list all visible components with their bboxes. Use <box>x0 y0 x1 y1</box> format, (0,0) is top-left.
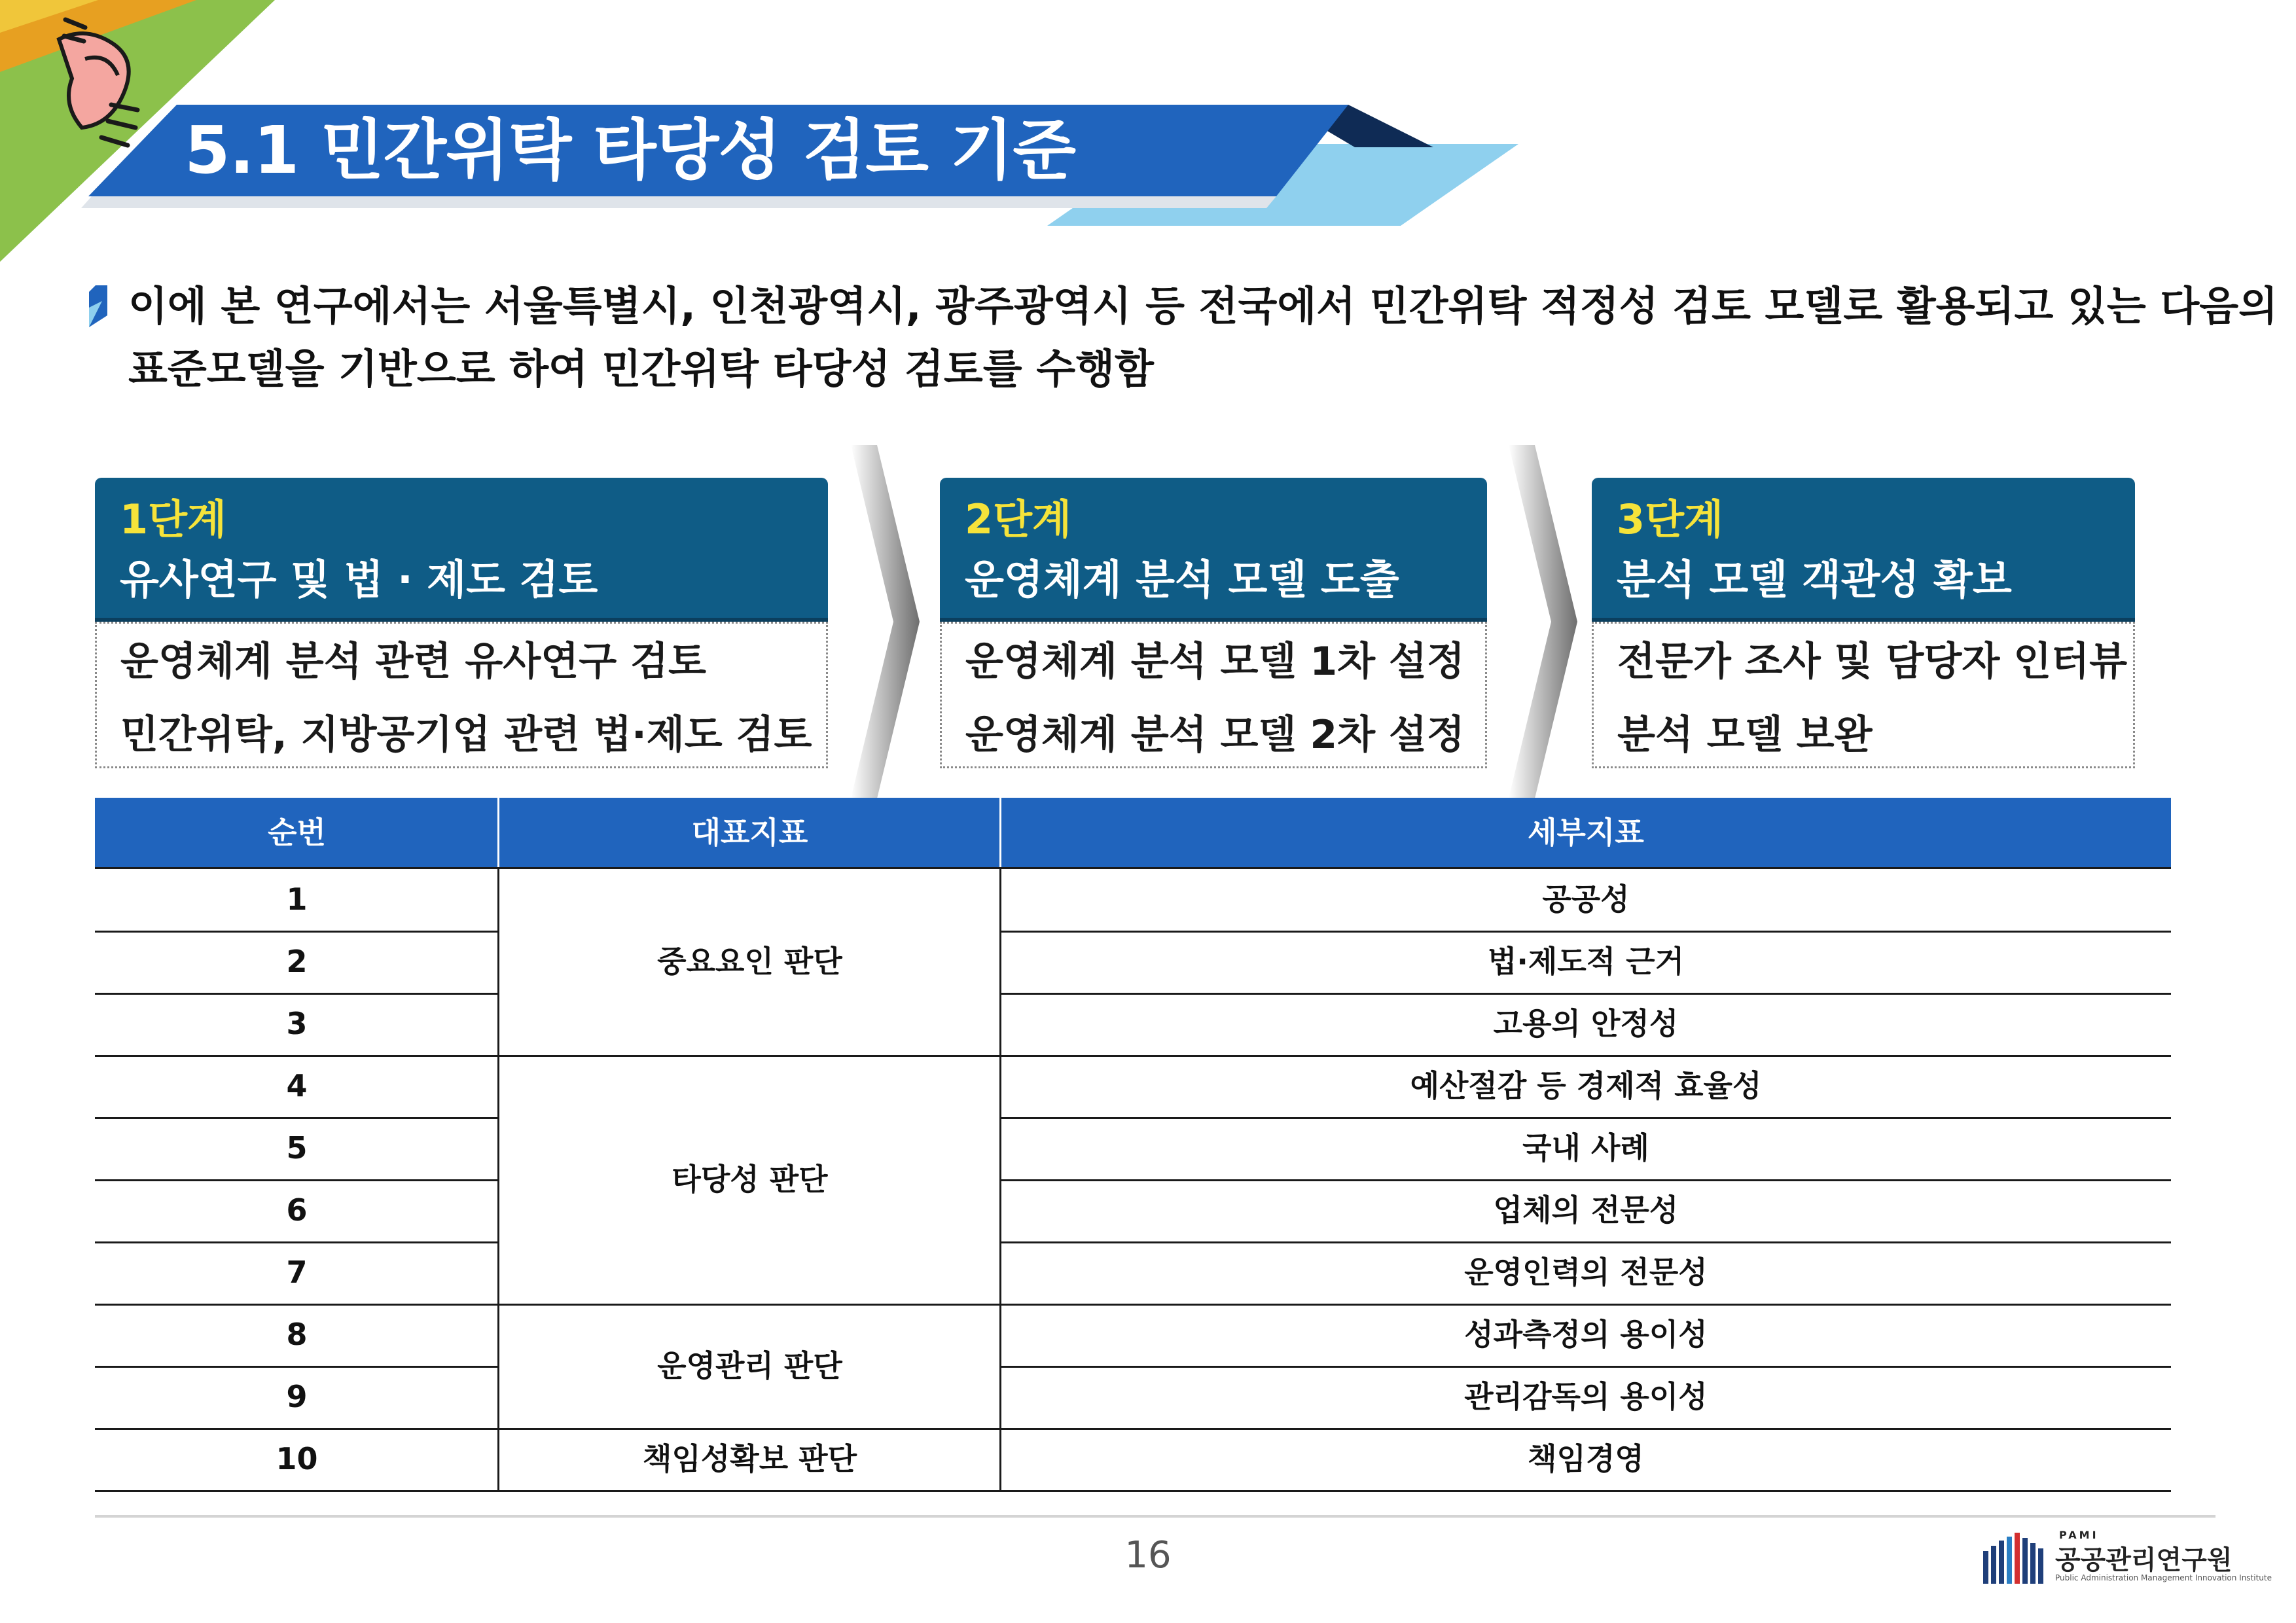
org-subtitle: Public Administration Management Innovation Institute <box>2055 1573 2272 1582</box>
table-header-main: 대표지표 <box>691 815 808 850</box>
row-line <box>95 993 499 995</box>
stage-1-number: 1단계 <box>120 495 226 543</box>
stage-2-header <box>940 478 1487 618</box>
table-cell-detail: 법·제도적 근거 <box>1487 944 1685 979</box>
org-tag: PAMI <box>2059 1529 2099 1541</box>
table-cell-detail: 공공성 <box>1542 882 1630 917</box>
row-line <box>1001 1179 2171 1181</box>
footer-rule <box>95 1515 2215 1518</box>
intro-line-1: 이에 본 연구에서는 서울특별시, 인천광역시, 광주광역시 등 전국에서 민간위탁 적정성 검토 모델로 활용되고 있는 다음의 <box>128 282 2278 330</box>
header-divider <box>497 798 499 867</box>
row-line <box>95 1366 499 1368</box>
table-cell-no: 7 <box>286 1255 308 1290</box>
row-line <box>1001 1241 2171 1243</box>
table-cell-detail: 국내 사례 <box>1522 1130 1649 1166</box>
row-line <box>95 1241 499 1243</box>
stage-2-name: 운영체계 분석 모델 도출 <box>965 556 1399 603</box>
table-cell-detail: 책임경영 <box>1528 1441 1644 1476</box>
table-cell-no: 3 <box>286 1006 308 1041</box>
stage-3-name: 분석 모델 객관성 확보 <box>1617 556 2012 603</box>
stage-2-item-2: 운영체계 분석 모델 2차 설정 <box>965 712 1465 758</box>
table-cell-detail: 예산절감 등 경제적 효율성 <box>1410 1068 1762 1103</box>
row-line <box>95 1117 499 1119</box>
intro-line-2: 표준모델을 기반으로 하여 민간위탁 타당성 검토를 수행함 <box>128 345 1154 393</box>
intro-paragraph <box>128 275 2278 401</box>
table-group-label: 책임성확보 판단 <box>642 1441 857 1476</box>
chevron-right-icon <box>1509 445 1581 798</box>
stage-1-name: 유사연구 및 법 · 제도 검토 <box>120 556 598 603</box>
table-group-label: 운영관리 판단 <box>657 1348 842 1383</box>
page-title: 5.1 민간위탁 타당성 검토 기준 <box>185 112 1076 188</box>
table-cell-no: 5 <box>286 1130 308 1166</box>
chevron-right-icon <box>851 445 923 798</box>
bullet-icon <box>89 285 107 327</box>
stage-1-header <box>95 478 828 618</box>
stage-1-item-1: 운영체계 분석 관련 유사연구 검토 <box>120 639 706 685</box>
column-line <box>497 867 499 1492</box>
stage-3-header <box>1592 478 2135 618</box>
bar-logo-icon <box>1983 1531 2049 1584</box>
table-group-label: 중요요인 판단 <box>657 944 842 979</box>
table-cell-detail: 업체의 전문성 <box>1493 1192 1679 1228</box>
row-line <box>1001 993 2171 995</box>
table-header-detail: 세부지표 <box>1528 815 1644 850</box>
table-cell-detail: 관리감독의 용이성 <box>1464 1379 1708 1414</box>
stage-1-body <box>95 622 828 768</box>
table-cell-no: 4 <box>286 1068 308 1103</box>
column-line <box>999 867 1001 1492</box>
stage-3-item-2: 분석 모델 보완 <box>1617 712 1873 758</box>
stage-2-number: 2단계 <box>965 495 1071 543</box>
stage-2-body <box>940 622 1487 768</box>
stage-3-item-1: 전문가 조사 및 담당자 인터뷰 <box>1617 639 2128 685</box>
table-group-label: 타당성 판단 <box>672 1162 828 1197</box>
table-cell-no: 10 <box>276 1441 318 1476</box>
handshake-icon <box>46 13 157 151</box>
header-divider <box>999 798 1001 867</box>
stage-3-body <box>1592 622 2135 768</box>
row-line <box>95 1428 2171 1430</box>
row-line <box>1001 931 2171 933</box>
row-line <box>95 1304 2171 1306</box>
org-name: 공공관리연구원 <box>2055 1545 2233 1575</box>
row-line <box>95 931 499 933</box>
table-cell-no: 1 <box>286 882 308 917</box>
table-cell-no: 9 <box>286 1379 308 1414</box>
row-line <box>1001 1117 2171 1119</box>
table-cell-no: 8 <box>286 1317 308 1352</box>
table-cell-detail: 운영인력의 전문성 <box>1464 1255 1708 1290</box>
page-number: 16 <box>1124 1534 1172 1577</box>
table-cell-detail: 성과측정의 용이성 <box>1464 1317 1708 1352</box>
table-header-no: 순번 <box>268 815 326 850</box>
stage-2-item-1: 운영체계 분석 모델 1차 설정 <box>965 639 1465 685</box>
row-line <box>95 1179 499 1181</box>
row-line <box>95 1055 2171 1057</box>
row-line <box>1001 1366 2171 1368</box>
table-cell-no: 6 <box>286 1192 308 1228</box>
table-cell-detail: 고용의 안정성 <box>1493 1006 1679 1041</box>
table-bottom-line <box>95 1490 2171 1492</box>
table-cell-no: 2 <box>286 944 308 979</box>
stage-1-item-2: 민간위탁, 지방공기업 관련 법·제도 검토 <box>120 712 812 758</box>
stage-3-number: 3단계 <box>1617 495 1723 543</box>
